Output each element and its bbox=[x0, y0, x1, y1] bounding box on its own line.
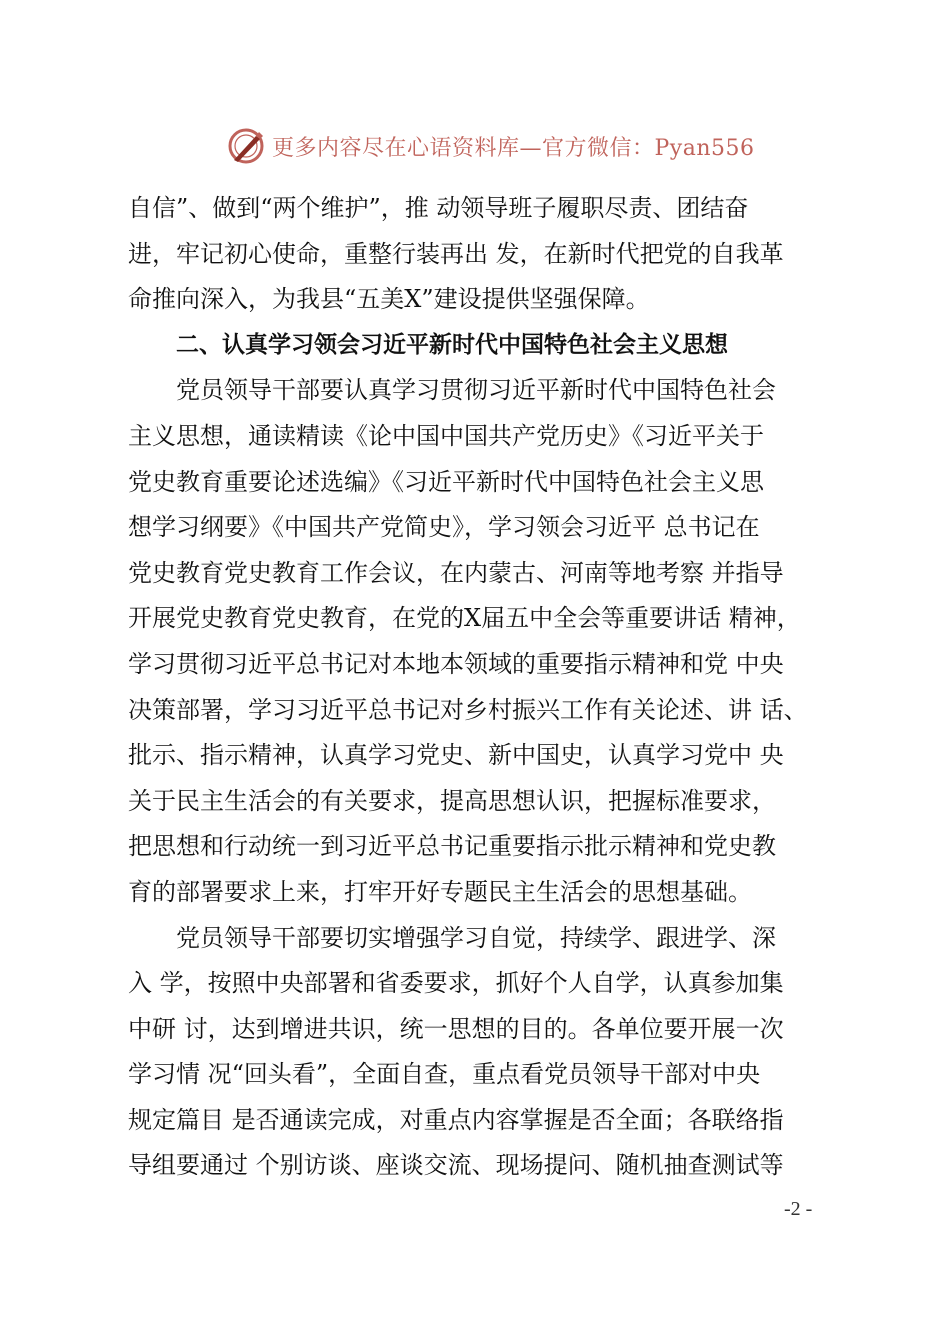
page-number: -2 - bbox=[784, 1198, 813, 1220]
text-line: 命推向深入，为我县“五美X”建设提供坚强保障。 bbox=[128, 285, 650, 314]
text-line: 学习贯彻习近平总书记对本地本领域的重要指示精神和党 中央 bbox=[128, 649, 784, 678]
text-line: 规定篇目 是否通读完成，对重点内容掌握是否全面；各联络指 bbox=[128, 1105, 784, 1134]
text-line: 党员领导干部要切实增强学习自觉，持续学、跟进学、深 bbox=[176, 923, 776, 952]
text-line: 入 学，按照中央部署和省委要求，抓好个人自学，认真参加集 bbox=[128, 969, 784, 998]
text-line: 主义思想，通读精读《论中国中国共产党历史》《习近平关于 bbox=[128, 421, 764, 450]
text-line: 想学习纲要》《中国共产党简史》，学习领会习近平 总书记在 bbox=[128, 513, 760, 542]
continued-paragraph bbox=[128, 186, 838, 323]
text-line: 育的部署要求上来，打牢开好专题民主生活会的思想基础。 bbox=[128, 877, 752, 906]
watermark-banner bbox=[226, 126, 755, 166]
text-line: 关于民主生活会的有关要求，提高思想认识，把握标准要求， bbox=[128, 786, 776, 815]
text-line: 中研 讨，达到增进共识，统一思想的目的。各单位要开展一次 bbox=[128, 1014, 784, 1043]
text-line: 导组要通过 个别访谈、座谈交流、现场提问、随机抽查测试等 bbox=[128, 1151, 784, 1180]
text-line: 开展党史教育党史教育，在党的X届五中全会等重要讲话 精神， bbox=[128, 604, 801, 633]
text-line: 学习情 况“回头看”，全面自查，重点看党员领导干部对中央 bbox=[128, 1060, 761, 1089]
paragraph-study-thought bbox=[128, 368, 838, 915]
text-line: 党史教育重要论述选编》《习近平新时代中国特色社会主义思 bbox=[128, 467, 764, 496]
banner-text: 更多内容尽在心语资料库—官方微信：Pyan556 bbox=[272, 135, 755, 161]
paragraph-study-awareness bbox=[128, 916, 838, 1190]
text-line: 把思想和行动统一到习近平总书记重要指示批示精神和党史教 bbox=[128, 832, 776, 861]
pen-seal-icon bbox=[226, 126, 266, 166]
section-heading: 二、认真学习领会习近平新时代中国特色社会主义思想 bbox=[176, 331, 728, 358]
text-line: 批示、指示精神，认真学习党史、新中国史，认真学习党中 央 bbox=[128, 741, 784, 770]
document-body bbox=[128, 186, 838, 1189]
text-line: 进，牢记初心使命，重整行装再出 发，在新时代把党的自我革 bbox=[128, 239, 784, 268]
text-line: 决策部署，学习习近平总书记对乡村振兴工作有关论述、讲 话、 bbox=[128, 695, 808, 724]
text-line: 自信”、做到“两个维护”，推 动领导班子履职尽责、团结奋 bbox=[128, 194, 749, 222]
text-line: 党员领导干部要认真学习贯彻习近平新时代中国特色社会 bbox=[176, 376, 776, 405]
text-line: 党史教育党史教育工作会议，在内蒙古、河南等地考察 并指导 bbox=[128, 558, 784, 587]
